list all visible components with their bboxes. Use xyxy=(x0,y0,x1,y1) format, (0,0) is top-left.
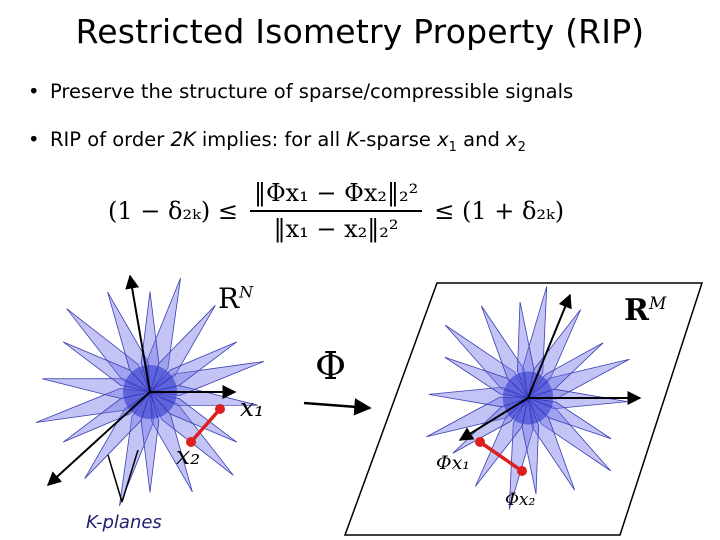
x1-point xyxy=(215,404,225,414)
bullet-marker: • xyxy=(28,128,40,151)
bullet-mid: implies: for all xyxy=(195,128,347,151)
rn-base: R xyxy=(218,282,240,315)
fraction-denominator: ‖x₁ − x₂‖₂² xyxy=(273,215,399,243)
phi-arrow xyxy=(304,403,370,408)
rm-superscript: M xyxy=(648,294,667,314)
bullet-text: Preserve the structure of sparse/compressible signals xyxy=(50,80,574,103)
x1-label: x₁ xyxy=(240,393,265,422)
rn-superscript: N xyxy=(239,282,254,302)
phi-x2-point xyxy=(517,466,527,476)
kplanes-pointer-left xyxy=(108,455,122,502)
rm-label xyxy=(624,293,666,328)
rn-label xyxy=(218,282,253,315)
x1-subscript: 1 xyxy=(448,139,457,155)
bullet-marker: • xyxy=(28,80,40,103)
rm-base: R xyxy=(624,293,649,328)
phi-x2-label: Φx₂ xyxy=(505,490,536,510)
slide-title: Restricted Isometry Property (RIP) xyxy=(75,12,645,51)
kplanes-label: K-planes xyxy=(86,512,162,533)
bullet-sparse: -sparse xyxy=(359,128,438,151)
lower-bound: (1 − δ₂ₖ) ≤ xyxy=(108,197,238,225)
upper-bound: ≤ (1 + δ₂ₖ) xyxy=(434,197,565,225)
x1-symbol: x xyxy=(437,128,449,151)
x2-symbol: x xyxy=(506,128,518,151)
fraction-numerator: ‖Φx₁ − Φx₂‖₂² xyxy=(250,179,422,212)
x2-subscript: 2 xyxy=(517,139,526,155)
order-2k: 2K xyxy=(170,128,196,151)
bullet-prefix: RIP of order xyxy=(50,128,171,151)
x2-label: x₂ xyxy=(176,441,201,470)
phi-x1-point xyxy=(475,437,485,447)
phi-operator-label: Φ xyxy=(315,344,347,388)
k-symbol: K xyxy=(346,128,360,151)
bullet-and: and xyxy=(456,128,507,151)
phi-x1-label: Φx₁ xyxy=(436,452,470,474)
